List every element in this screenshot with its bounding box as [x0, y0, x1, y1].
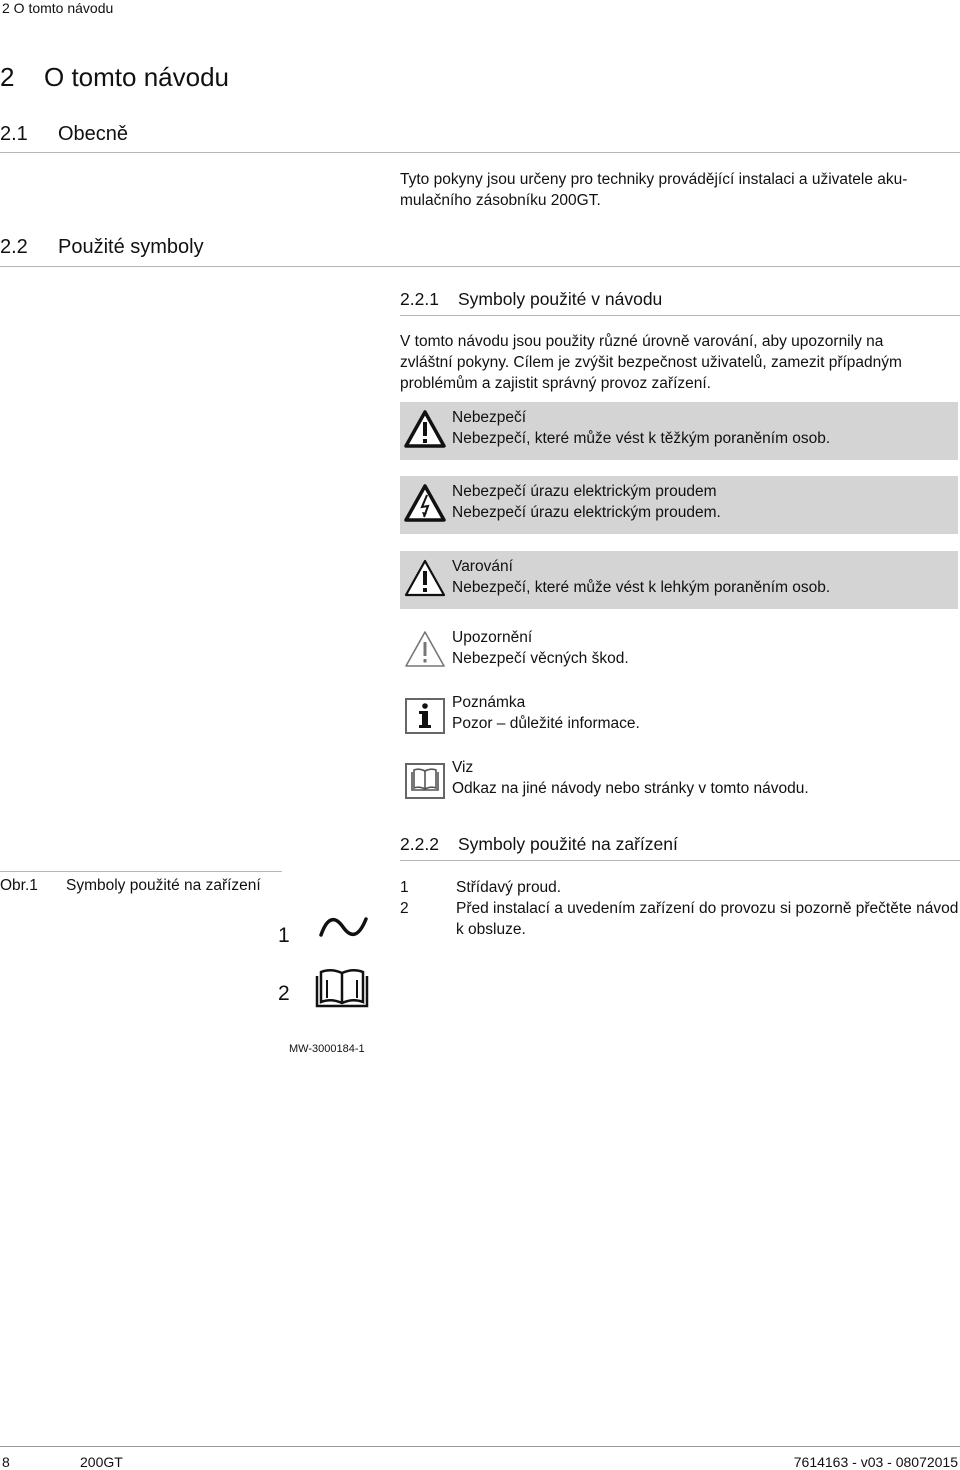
notice-title: Nebezpečí úrazu elektrickým proudem — [452, 483, 717, 500]
legend-text: Střídavý proud. — [456, 879, 562, 896]
subsection-number: 2.2.1 — [400, 289, 439, 309]
intro-paragraph — [400, 169, 960, 211]
paragraph-line: problémům a zajistit správný provoz zařízení. — [400, 375, 711, 392]
paragraph-line: V tomto návodu jsou použity různé úrovně varování, aby upozornily na — [400, 333, 884, 350]
notice-text: Nebezpečí úrazu elektrickým proudem. — [452, 504, 721, 521]
subsection-rule — [400, 860, 960, 861]
section-title: Obecně — [58, 123, 129, 145]
notice-electric — [400, 476, 958, 534]
notice-text: Nebezpečí věcných škod. — [452, 650, 629, 667]
figure-item-label-2: 2 — [278, 982, 290, 1005]
subsection-heading-2-2-1 — [400, 289, 662, 310]
electric-hazard-icon — [404, 482, 446, 524]
warning-triangle-icon — [404, 408, 446, 450]
section-title: Použité symboly — [58, 236, 204, 258]
figure-rule — [0, 871, 282, 872]
subsection-heading-2-2-2 — [400, 834, 678, 855]
notice-text: Nebezpečí, které může vést k lehkým poraněním osob. — [452, 579, 831, 596]
figure-item-label-1: 1 — [278, 924, 290, 947]
caution-triangle-icon — [404, 628, 446, 670]
section-rule — [0, 152, 960, 153]
chapter-title — [0, 62, 229, 93]
warning-triangle-icon — [404, 557, 446, 599]
alternating-current-icon — [318, 913, 370, 943]
notice-title: Poznámka — [452, 694, 526, 711]
subsection-title: Symboly použité v návodu — [458, 289, 663, 309]
section-number: 2.2 — [0, 236, 28, 258]
notice-title: Varování — [452, 558, 513, 575]
paragraph-line: mulačního zásobníku 200GT. — [400, 192, 601, 209]
info-icon — [404, 695, 446, 737]
notice-title: Viz — [452, 759, 474, 776]
notice-text: Pozor – důležité informace. — [452, 715, 640, 732]
section-rule — [0, 266, 960, 267]
footer-product: 200GT — [80, 1454, 123, 1470]
notice-caution — [400, 622, 958, 680]
chapter-title-text: O tomto návodu — [44, 62, 229, 92]
section-number: 2.1 — [0, 123, 28, 145]
footer-rule — [0, 1446, 960, 1447]
chapter-number: 2 — [0, 62, 15, 92]
figure-caption — [0, 877, 261, 895]
symbols-paragraph — [400, 331, 960, 394]
legend-item — [400, 877, 960, 898]
section-heading-2-2 — [0, 236, 204, 259]
notice-title: Upozornění — [452, 629, 533, 646]
notice-reference — [400, 752, 958, 810]
figure-code: MW-3000184-1 — [289, 1043, 365, 1055]
section-heading-2-1 — [0, 123, 128, 146]
running-head: 2 O tomto návodu — [2, 0, 114, 16]
book-icon — [404, 760, 446, 802]
notice-text: Odkaz na jiné návody nebo stránky v tomto návodu. — [452, 780, 809, 797]
notice-title: Nebezpečí — [452, 409, 527, 426]
figure-caption-text: Symboly použité na zařízení — [66, 877, 261, 894]
legend-number: 2 — [400, 900, 409, 917]
subsection-title: Symboly použité na zařízení — [458, 834, 678, 854]
legend-text: Před instalací a uvedením zařízení do provozu si pozorně přečtěte návod k obsluze. — [456, 900, 959, 938]
legend-item — [400, 898, 960, 940]
figure-number: Obr.1 — [0, 877, 38, 894]
notice-warning — [400, 551, 958, 609]
notice-note — [400, 687, 958, 745]
paragraph-line: Tyto pokyny jsou určeny pro techniky provádějící instalaci a uživatele aku- — [400, 171, 908, 188]
notice-text: Nebezpečí, které může vést k těžkým poraněním osob. — [452, 430, 831, 447]
subsection-number: 2.2.2 — [400, 834, 439, 854]
legend-number: 1 — [400, 879, 409, 896]
footer-page-number: 8 — [2, 1454, 10, 1470]
manual-book-icon — [314, 968, 370, 1010]
notice-danger — [400, 402, 958, 460]
subsection-rule — [400, 315, 960, 316]
footer-doc-id: 7614163 - v03 - 08072015 — [793, 1454, 958, 1470]
paragraph-line: zvláštní pokyny. Cílem je zvýšit bezpečnost uživatelů, zamezit případným — [400, 354, 902, 371]
